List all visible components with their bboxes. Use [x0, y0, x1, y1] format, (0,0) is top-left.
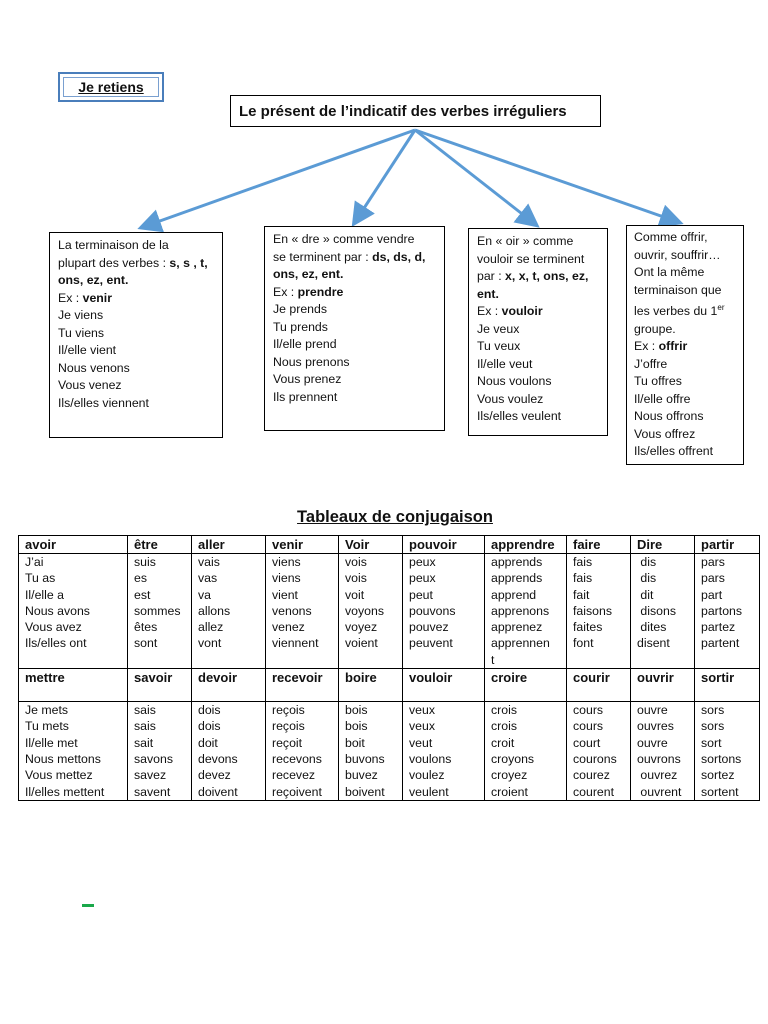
conjugation-form: sort: [701, 735, 722, 750]
conjugation-form: cours: [573, 719, 604, 734]
conjugation-form: Nous mettons: [25, 751, 101, 766]
verb-header-cell: apprendre: [485, 536, 567, 554]
conjugation-table: [18, 535, 760, 801]
conjugation-form: est: [134, 587, 151, 602]
rule-box-dre-verbs: [264, 226, 445, 431]
conjugation-form: ouvre: [637, 703, 668, 718]
conjugation-form: disent: [637, 636, 670, 651]
conjugation-form: viens: [272, 571, 301, 586]
rule-line: Tu prends: [273, 319, 328, 334]
conjugation-form: apprends: [491, 555, 543, 569]
rule-line: Il/elle offre: [634, 391, 691, 406]
rule-line: vouloir se terminent: [477, 251, 585, 266]
conjugation-form: ouvrons: [637, 751, 681, 766]
conjugation-form: reçoivent: [272, 784, 322, 799]
verb-header-cell: vouloir: [403, 669, 485, 702]
conjugation-form: vais: [198, 555, 220, 569]
conjugation-form: Vous avez: [25, 620, 82, 635]
conjugation-form: Ils/elles ont: [25, 636, 87, 651]
rule-box-oir-verbs: [468, 228, 608, 436]
conjugation-form: fais: [573, 555, 593, 569]
rule-line: ouvrir, souffrir…: [634, 247, 721, 262]
rule-line: par : x, x, t, ons, ez,: [477, 269, 589, 283]
conjugation-form: vont: [198, 636, 222, 651]
rule-line: Tu viens: [58, 325, 105, 340]
rule-line: Ils/elles viennent: [58, 395, 149, 410]
conjugation-form: dois: [198, 719, 221, 734]
rule-line: Tu veux: [477, 339, 521, 353]
conjugation-form: veux: [409, 719, 435, 734]
arrow-to-box-1: [143, 130, 415, 227]
conjugation-cell: [266, 554, 339, 669]
arrows-diagram: [0, 0, 768, 240]
conjugation-form: crois: [491, 703, 517, 718]
conjugation-form: viennent: [272, 636, 319, 651]
rule-line: ons, ez, ent.: [273, 267, 344, 281]
conjugation-form: sait: [134, 735, 154, 750]
conjugation-form: cours: [573, 703, 604, 718]
conjugation-form: vas: [198, 571, 218, 586]
conjugation-form: croyons: [491, 751, 535, 766]
conjugation-cell: [567, 554, 631, 669]
table-header-row: [19, 669, 760, 702]
conjugation-form: buvez: [345, 768, 378, 783]
conjugation-form: Tu mets: [25, 719, 69, 734]
rule-line: En « oir » comme: [477, 234, 574, 248]
conjugation-cell: [695, 554, 760, 669]
conjugation-form: peuvent: [409, 636, 453, 651]
rule-line: Ex : venir: [58, 290, 113, 305]
conjugation-form: faites: [573, 620, 603, 635]
conjugation-cell: [19, 554, 128, 669]
rule-line: Nous prenons: [273, 354, 350, 369]
conjugation-form: recevons: [272, 751, 322, 766]
conjugation-form: courez: [573, 768, 610, 783]
verb-header-cell: Dire: [631, 536, 695, 554]
conjugation-form: pouvez: [409, 620, 449, 635]
conjugation-form: apprend: [491, 587, 537, 602]
rule-line: Vous voulez: [477, 391, 544, 406]
verb-header-cell: venir: [266, 536, 339, 554]
rule-line: Il/elle veut: [477, 356, 533, 371]
conjugation-cell: [403, 554, 485, 669]
conjugation-form: sortez: [701, 768, 735, 783]
arrow-to-box-4: [415, 130, 678, 222]
conjugation-form: disons: [637, 603, 676, 618]
rule-line: terminaison que: [634, 282, 722, 297]
conjugation-form: suis: [134, 555, 156, 569]
conjugation-form: reçois: [272, 719, 305, 734]
rule-line: Ils/elles offrent: [634, 444, 714, 459]
arrow-to-box-2: [355, 130, 415, 222]
rule-line: plupart des verbes : s, s , t,: [58, 255, 208, 270]
conjugation-form: va: [198, 587, 211, 602]
verb-header-cell: partir: [695, 536, 760, 554]
conjugation-form: devez: [198, 768, 231, 783]
table-header-row: [19, 536, 760, 554]
conjugation-form: savent: [134, 784, 171, 799]
conjugation-cell: [266, 702, 339, 801]
conjugation-cell: [631, 554, 695, 669]
conjugation-form: Il/elle met: [25, 735, 78, 750]
conjugation-form: Il/elle a: [25, 587, 64, 602]
conjugation-form: pouvons: [409, 603, 456, 618]
conjugation-form: voyons: [345, 603, 384, 618]
conjugation-form: sais: [134, 719, 156, 734]
conjugation-form: croyez: [491, 768, 528, 783]
table-row: [19, 554, 760, 669]
conjugation-form: dois: [198, 703, 221, 718]
rule-line: Comme offrir,: [634, 230, 708, 244]
rule-line: Nous venons: [58, 360, 130, 375]
conjugation-form: buvons: [345, 751, 385, 766]
conjugation-form: viens: [272, 555, 301, 569]
rule-line: Vous prenez: [273, 372, 342, 386]
rule-line: Je viens: [58, 308, 104, 322]
conjugation-form: partons: [701, 603, 743, 618]
conjugation-cell: [128, 702, 192, 801]
conjugation-form: êtes: [134, 620, 158, 635]
rule-line: Ex : vouloir: [477, 304, 543, 318]
conjugation-form: veulent: [409, 784, 449, 799]
conjugation-form: allez: [198, 620, 224, 635]
conjugation-form: sont: [134, 636, 158, 651]
conjugation-form: reçoit: [272, 735, 303, 750]
verb-header-cell: courir: [567, 669, 631, 702]
verb-header-cell: recevoir: [266, 669, 339, 702]
conjugation-form: court: [573, 735, 601, 750]
conjugation-form: peux: [409, 555, 436, 569]
conjugation-form: pars: [701, 555, 725, 569]
conjugation-form: pars: [701, 571, 725, 586]
conjugation-form: dis: [637, 555, 657, 569]
conjugation-cell: [631, 702, 695, 801]
conjugation-form: doit: [198, 735, 218, 750]
conjugation-form: dites: [637, 620, 667, 635]
conjugation-form: faisons: [573, 603, 612, 618]
conjugation-form: boivent: [345, 784, 385, 799]
conjugation-form: part: [701, 587, 723, 602]
rule-line: J’offre: [634, 356, 668, 371]
rule-line: ent.: [477, 286, 499, 301]
rule-line: Tu offres: [634, 374, 682, 389]
conjugation-form: peut: [409, 587, 433, 602]
conjugation-form: voulons: [409, 751, 452, 766]
rule-box-offrir-verbs: [626, 225, 744, 465]
conjugation-form: fais: [573, 571, 593, 586]
conjugation-form: voient: [345, 636, 378, 651]
verb-header-cell: faire: [567, 536, 631, 554]
conjugation-form: venons: [272, 603, 312, 618]
rule-line: Nous voulons: [477, 374, 552, 388]
rule-line: En « dre » comme vendre: [273, 232, 415, 246]
conjugation-form: crois: [491, 719, 517, 734]
conjugation-form: sors: [701, 703, 725, 718]
conjugation-form: bois: [345, 703, 368, 718]
conjugation-form: savons: [134, 751, 173, 766]
rule-line: ons, ez, ent.: [58, 273, 129, 287]
verb-header-cell: savoir: [128, 669, 192, 702]
conjugation-form: apprends: [491, 571, 543, 586]
conjugation-form: vois: [345, 571, 367, 586]
main-title: Le présent de l’indicatif des verbes irréguliers: [239, 102, 567, 120]
tables-title: Tableaux de conjugaison: [297, 508, 493, 526]
rule-line: les verbes du 1er: [634, 303, 725, 319]
conjugation-form: courons: [573, 751, 617, 766]
conjugation-form: allons: [198, 603, 231, 618]
conjugation-form: J’ai: [25, 555, 44, 569]
rule-line: Ils/elles veulent: [477, 409, 562, 423]
conjugation-form: sommes: [134, 603, 181, 618]
verb-header-cell: sortir: [695, 669, 760, 702]
rule-line: Ex : offrir: [634, 339, 688, 354]
conjugation-cell: [192, 702, 266, 801]
table-row: [19, 702, 760, 801]
conjugation-form: croient: [491, 784, 528, 799]
rule-line: Nous offrons: [634, 409, 704, 424]
conjugation-cell: [567, 702, 631, 801]
conjugation-form: partez: [701, 620, 736, 635]
rule-line: Je veux: [477, 321, 520, 336]
conjugation-form: reçois: [272, 703, 305, 718]
rule-line: Vous venez: [58, 378, 122, 392]
arrow-to-box-3: [415, 130, 535, 224]
verb-header-cell: croire: [485, 669, 567, 702]
verb-header-cell: être: [128, 536, 192, 554]
verb-header-cell: avoir: [19, 536, 128, 554]
conjugation-form: Vous mettez: [25, 768, 93, 783]
rule-line: Il/elle vient: [58, 343, 117, 357]
verb-header-cell: Voir: [339, 536, 403, 554]
conjugation-form: ouvrent: [637, 784, 682, 799]
rule-line: groupe.: [634, 321, 676, 336]
green-dash-mark: [82, 904, 94, 907]
conjugation-form: courent: [573, 784, 615, 799]
je-retiens-label: Je retiens: [63, 77, 158, 97]
rule-line: se terminent par : ds, ds, d,: [273, 249, 426, 264]
conjugation-form: vois: [345, 555, 367, 569]
conjugation-form: voit: [345, 587, 365, 602]
conjugation-cell: [19, 702, 128, 801]
conjugation-form: veux: [409, 703, 435, 718]
verb-header-cell: boire: [339, 669, 403, 702]
conjugation-form: veut: [409, 735, 433, 750]
conjugation-form: fait: [573, 587, 590, 602]
rule-line: La terminaison de la: [58, 238, 169, 252]
conjugation-cell: [128, 554, 192, 669]
conjugation-form: Nous avons: [25, 603, 90, 618]
conjugation-form: sors: [701, 719, 725, 734]
conjugation-form: voulez: [409, 768, 445, 783]
rule-line: Ex : prendre: [273, 284, 344, 299]
verb-header-cell: mettre: [19, 669, 128, 702]
rule-line: Ont la même: [634, 265, 705, 279]
rule-box-ir-verbs: [49, 232, 223, 438]
conjugation-cell: [339, 702, 403, 801]
rule-line: Ils prennent: [273, 389, 338, 404]
conjugation-form: savez: [134, 768, 167, 783]
conjugation-form: boit: [345, 735, 365, 750]
conjugation-form: croit: [491, 735, 515, 750]
conjugation-form: devons: [198, 751, 238, 766]
conjugation-form: vient: [272, 587, 298, 602]
conjugation-cell: [339, 554, 403, 669]
conjugation-form: Tu as: [25, 571, 56, 586]
conjugation-form: venez: [272, 620, 305, 635]
conjugation-cell: [192, 554, 266, 669]
rule-line: Vous offrez: [634, 426, 696, 441]
rule-line: Il/elle prend: [273, 337, 337, 351]
conjugation-form: ouvrez: [637, 768, 678, 783]
conjugation-form: font: [573, 636, 594, 651]
rule-line: Je prends: [273, 302, 328, 316]
conjugation-form: voyez: [345, 620, 378, 635]
conjugation-form: sortons: [701, 751, 742, 766]
conjugation-form: Je mets: [25, 703, 69, 718]
conjugation-form: apprennen: [491, 636, 550, 651]
verb-header-cell: aller: [192, 536, 266, 554]
conjugation-form: apprenez: [491, 620, 543, 635]
conjugation-cell: [403, 702, 485, 801]
conjugation-cell: [695, 702, 760, 801]
conjugation-form: Il/elles mettent: [25, 784, 105, 799]
conjugation-form: sortent: [701, 784, 739, 799]
conjugation-form: dit: [637, 587, 654, 602]
conjugation-form: apprenons: [491, 603, 550, 618]
conjugation-form: ouvre: [637, 735, 668, 750]
conjugation-cell: [485, 554, 567, 669]
verb-header-cell: devoir: [192, 669, 266, 702]
conjugation-form: doivent: [198, 784, 238, 799]
conjugation-form: sais: [134, 703, 156, 718]
conjugation-form: ouvres: [637, 719, 674, 734]
conjugation-form: bois: [345, 719, 368, 734]
conjugation-form: es: [134, 571, 147, 586]
conjugation-cell: [485, 702, 567, 801]
conjugation-form: partent: [701, 636, 740, 651]
verb-header-cell: ouvrir: [631, 669, 695, 702]
verb-header-cell: pouvoir: [403, 536, 485, 554]
conjugation-form: recevez: [272, 768, 316, 783]
conjugation-form: t: [491, 652, 495, 667]
conjugation-form: dis: [637, 571, 657, 586]
conjugation-form: peux: [409, 571, 436, 586]
